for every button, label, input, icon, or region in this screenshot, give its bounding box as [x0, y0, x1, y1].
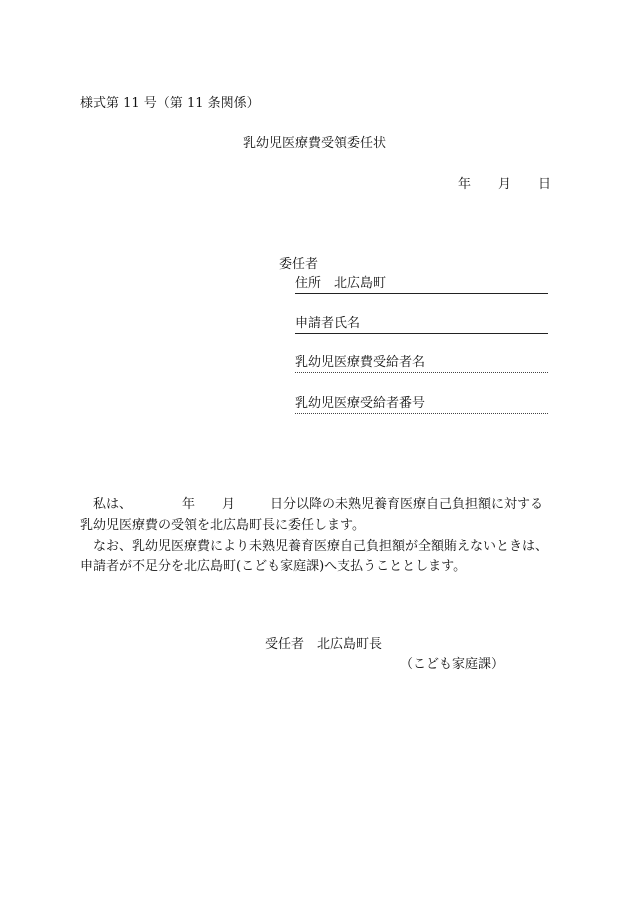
body-line-2: 乳幼児医療費の受領を北広島町長に委任します。: [80, 518, 365, 533]
body-line3-text: なお、乳幼児医療費により未熟児養育医療自己負担額が全額賄えないときは、: [93, 539, 549, 554]
body-year-label: 年: [182, 497, 196, 512]
recipient-name-label: 乳幼児医療費受給者名: [295, 355, 426, 370]
body-line1-end: 日分以降の未熟児養育医療自己負担額に対する: [270, 497, 544, 512]
delegate-line: [265, 637, 382, 653]
applicant-name-field[interactable]: [295, 316, 548, 334]
body-line1-start: 私は、: [93, 497, 133, 512]
body-line-4: 申請者が不足分を北広島町(こども家庭課)へ支払うこととします。: [80, 559, 467, 574]
date-month-label: 月: [498, 177, 512, 192]
delegate-name: 北広島町長: [317, 637, 383, 652]
page-title: 乳幼児医療費受領委任状: [243, 136, 387, 151]
delegator-heading: 委任者: [279, 257, 319, 272]
delegate-department: （こども家庭課）: [400, 657, 505, 672]
form-number: 様式第 11 号（第 11 条関係）: [80, 96, 260, 111]
body-line-3: [80, 539, 550, 555]
recipient-number-field[interactable]: [295, 396, 548, 414]
date-day-label: 日: [538, 177, 552, 192]
date-year-label: 年: [458, 177, 472, 192]
recipient-number-label: 乳幼児医療受給者番号: [295, 396, 426, 411]
body-line-1: [80, 497, 550, 513]
address-value: 北広島町: [334, 276, 387, 291]
recipient-name-field[interactable]: [295, 355, 548, 373]
delegate-label: 受任者: [265, 637, 305, 652]
address-field[interactable]: [295, 276, 548, 294]
address-label: 住所: [295, 276, 322, 291]
applicant-name-label: 申請者氏名: [295, 316, 361, 331]
body-month-label: 月: [222, 497, 236, 512]
date-line: [458, 177, 551, 193]
